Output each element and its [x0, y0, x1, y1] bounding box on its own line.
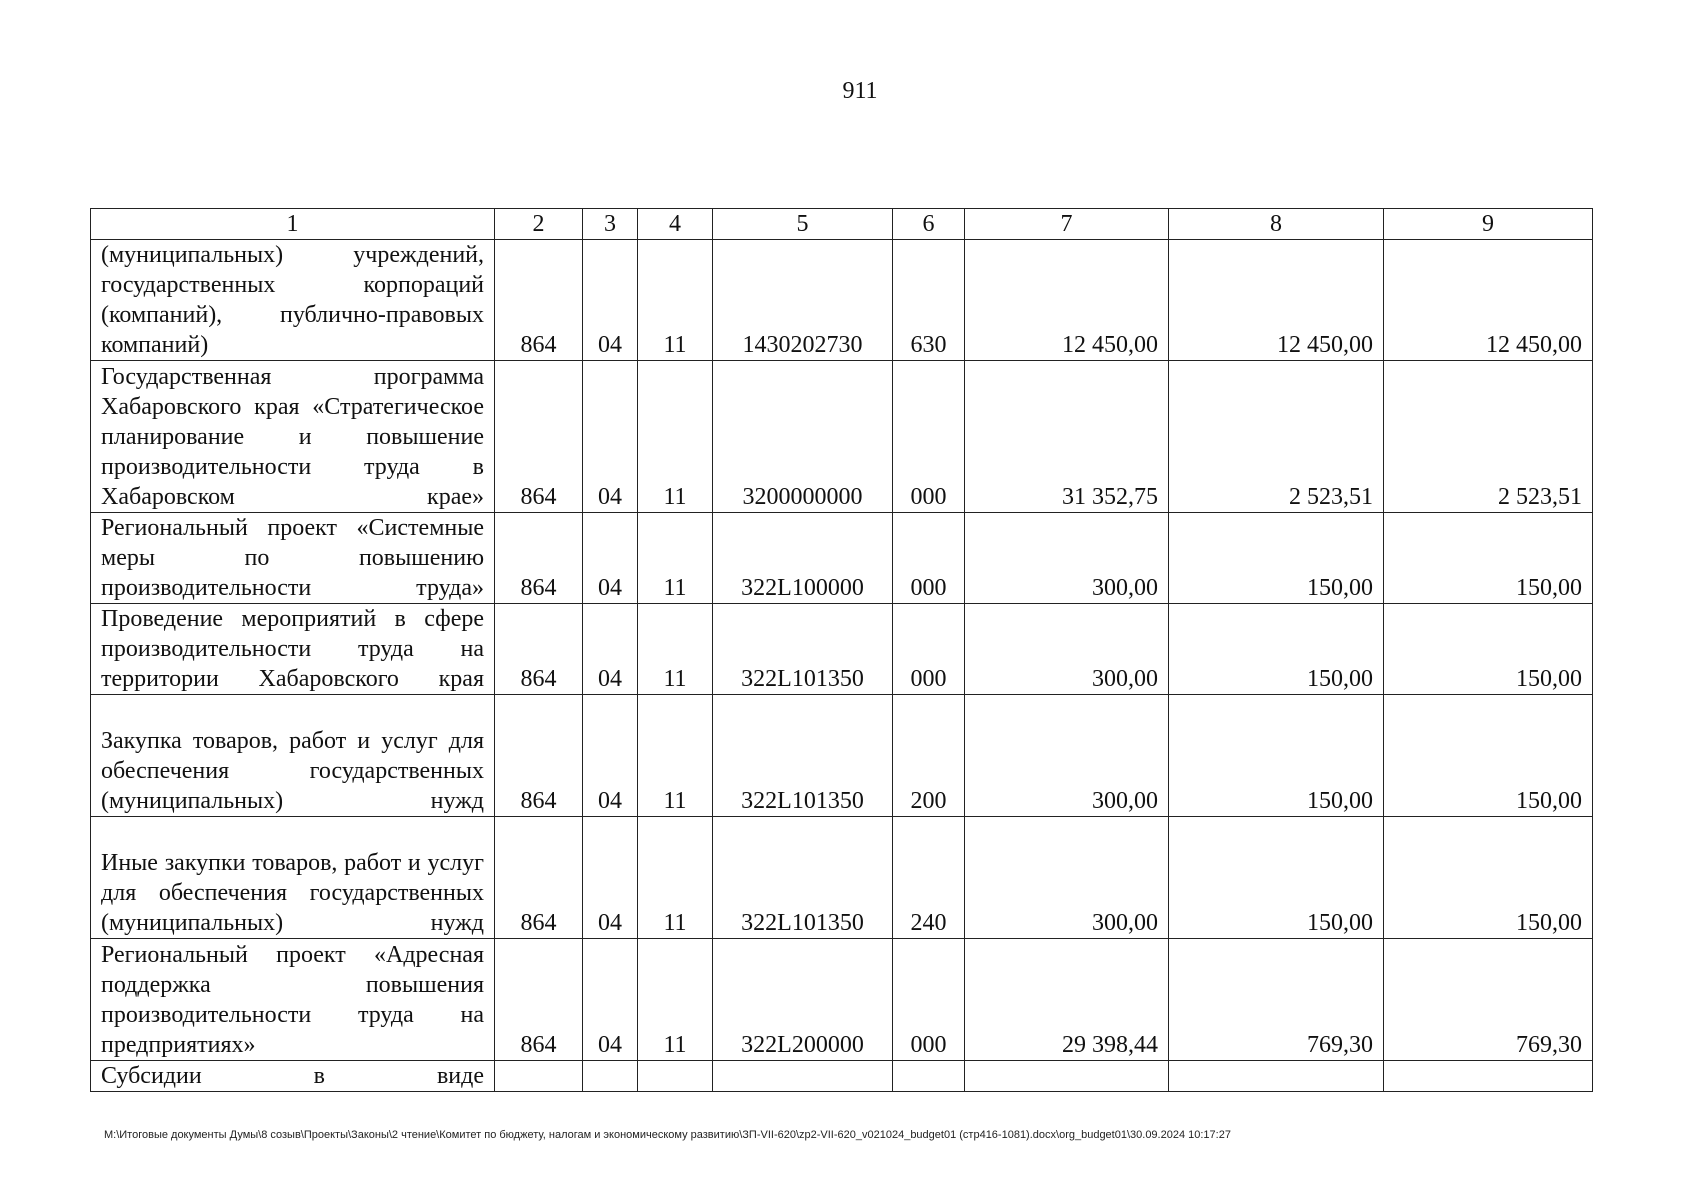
cell-amount-7: 29 398,44	[965, 939, 1169, 1061]
cell-amount-7: 31 352,75	[965, 361, 1169, 513]
cell-amount-8: 150,00	[1169, 513, 1384, 604]
cell-target-item: 322L101350	[713, 817, 893, 939]
row-name: Государственная программа Хабаровского края «Стратегическое планирование и повышение производительности труда в Хабаровском крае»	[91, 361, 495, 513]
cell-amount-7: 300,00	[965, 513, 1169, 604]
cell-section: 04	[583, 361, 638, 513]
column-header: 8	[1169, 209, 1384, 240]
page-number: 911	[842, 78, 878, 104]
cell-amount-9: 12 450,00	[1384, 240, 1593, 361]
cell-ministry: 864	[495, 817, 583, 939]
cell-amount-9: 150,00	[1384, 817, 1593, 939]
cell-amount-8: 12 450,00	[1169, 240, 1384, 361]
row-name: Региональный проект «Адресная поддержка повышения производительности труда на предприятиях»	[91, 939, 495, 1061]
cell-section: 04	[583, 604, 638, 695]
cell-section: 04	[583, 695, 638, 817]
table-header-row	[91, 209, 1593, 240]
row-name: Проведение мероприятий в сфере производительности труда на территории Хабаровского края	[91, 604, 495, 695]
cell-target-item: 3200000000	[713, 361, 893, 513]
cell-target-item: 322L100000	[713, 513, 893, 604]
cell-amount-8: 150,00	[1169, 604, 1384, 695]
column-header: 5	[713, 209, 893, 240]
cell-amount-7: 300,00	[965, 817, 1169, 939]
cell-amount-8: 150,00	[1169, 817, 1384, 939]
cell-section: 04	[583, 817, 638, 939]
cell-expense-type: 000	[893, 939, 965, 1061]
cell-expense-type: 000	[893, 513, 965, 604]
cell-ministry: 864	[495, 361, 583, 513]
table-row	[91, 604, 1593, 695]
cell-amount-9: 2 523,51	[1384, 361, 1593, 513]
cell-expense-type: 000	[893, 361, 965, 513]
cell-subsection: 11	[638, 240, 713, 361]
cell-section: 04	[583, 513, 638, 604]
cell-amount-7	[965, 1061, 1169, 1092]
cell-amount-7: 300,00	[965, 604, 1169, 695]
table-row	[91, 240, 1593, 361]
cell-section: 04	[583, 939, 638, 1061]
budget-table	[90, 208, 1593, 1092]
cell-amount-8: 2 523,51	[1169, 361, 1384, 513]
cell-expense-type: 630	[893, 240, 965, 361]
cell-amount-9	[1384, 1061, 1593, 1092]
row-name: Субсидии в виде	[91, 1061, 495, 1092]
cell-target-item: 322L200000	[713, 939, 893, 1061]
cell-amount-7: 300,00	[965, 695, 1169, 817]
cell-subsection: 11	[638, 361, 713, 513]
cell-amount-9: 150,00	[1384, 695, 1593, 817]
cell-target-item: 1430202730	[713, 240, 893, 361]
cell-subsection	[638, 1061, 713, 1092]
cell-amount-8: 769,30	[1169, 939, 1384, 1061]
cell-target-item	[713, 1061, 893, 1092]
cell-ministry: 864	[495, 513, 583, 604]
cell-target-item: 322L101350	[713, 695, 893, 817]
cell-amount-7: 12 450,00	[965, 240, 1169, 361]
cell-target-item: 322L101350	[713, 604, 893, 695]
cell-ministry: 864	[495, 695, 583, 817]
column-header: 1	[91, 209, 495, 240]
cell-subsection: 11	[638, 939, 713, 1061]
column-header: 3	[583, 209, 638, 240]
cell-subsection: 11	[638, 513, 713, 604]
column-header: 2	[495, 209, 583, 240]
document-file-path: M:\Итоговые документы Думы\8 созыв\Проекты\Законы\2 чтение\Комитет по бюджету, налогам и экономическому развитию\ЗП-VII-620\zp2-VII-620_v021024_budget01 (стр416-1081).docx\org_budget01\30.09.2024 10:17:27	[104, 1129, 1231, 1141]
column-header: 6	[893, 209, 965, 240]
cell-subsection: 11	[638, 604, 713, 695]
cell-ministry: 864	[495, 939, 583, 1061]
cell-amount-9: 150,00	[1384, 513, 1593, 604]
column-header: 7	[965, 209, 1169, 240]
cell-amount-9: 769,30	[1384, 939, 1593, 1061]
row-name: Иные закупки товаров, работ и услуг для обеспечения государственных (муниципальных) нужд	[91, 817, 495, 939]
cell-section: 04	[583, 240, 638, 361]
cell-ministry: 864	[495, 604, 583, 695]
cell-amount-8: 150,00	[1169, 695, 1384, 817]
cell-expense-type: 200	[893, 695, 965, 817]
cell-subsection: 11	[638, 695, 713, 817]
table-row	[91, 695, 1593, 817]
table-row	[91, 513, 1593, 604]
cell-ministry: 864	[495, 240, 583, 361]
cell-expense-type: 240	[893, 817, 965, 939]
row-name: (муниципальных) учреждений, государственных корпораций (компаний), публично-правовых компаний)	[91, 240, 495, 361]
table-row	[91, 939, 1593, 1061]
cell-subsection: 11	[638, 817, 713, 939]
row-name: Региональный проект «Системные меры по повышению производительности труда»	[91, 513, 495, 604]
column-header: 9	[1384, 209, 1593, 240]
table-row	[91, 817, 1593, 939]
cell-expense-type: 000	[893, 604, 965, 695]
cell-section	[583, 1061, 638, 1092]
table-row	[91, 1061, 1593, 1092]
column-header: 4	[638, 209, 713, 240]
cell-expense-type	[893, 1061, 965, 1092]
row-name: Закупка товаров, работ и услуг для обеспечения государственных (муниципальных) нужд	[91, 695, 495, 817]
cell-ministry	[495, 1061, 583, 1092]
cell-amount-8	[1169, 1061, 1384, 1092]
table-row	[91, 361, 1593, 513]
cell-amount-9: 150,00	[1384, 604, 1593, 695]
